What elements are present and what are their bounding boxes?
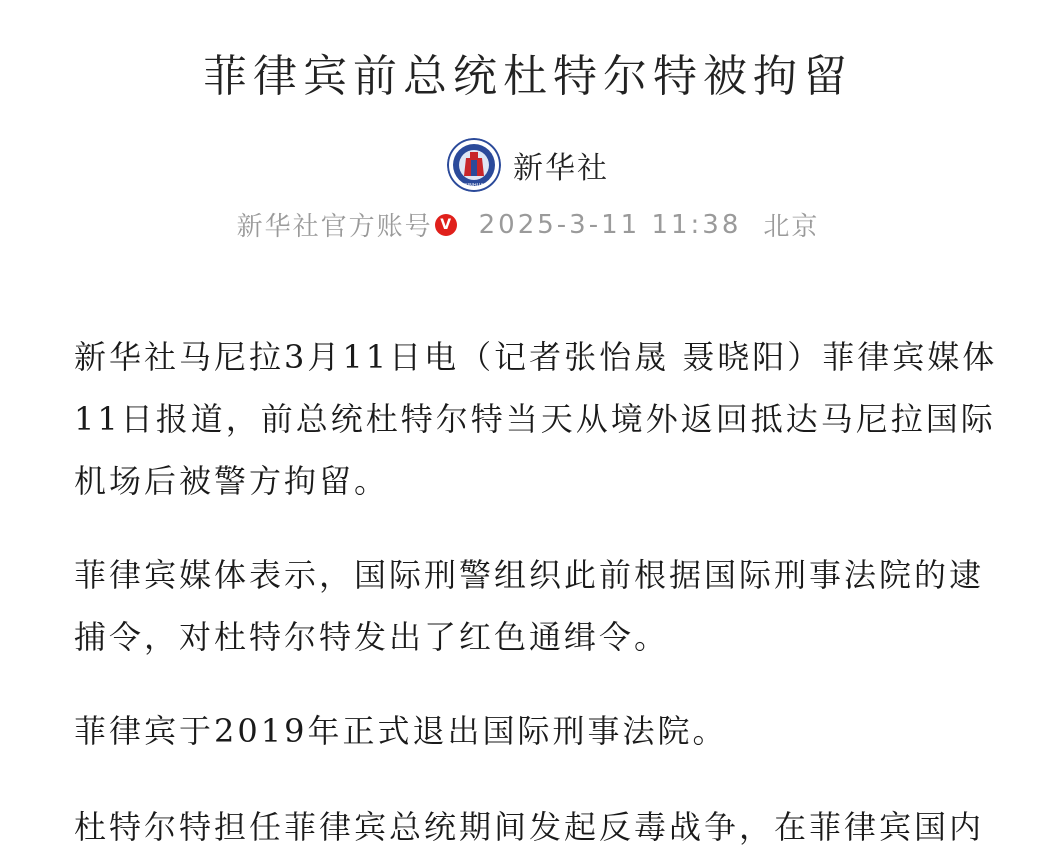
verified-badge-icon: V — [435, 214, 457, 236]
logo-text: XINHUA — [464, 183, 484, 189]
publish-location: 北京 — [763, 212, 820, 242]
publish-time: 2025-3-11 11:38 — [478, 209, 742, 240]
paragraph-2: 菲律宾媒体表示，国际刑警组织此前根据国际刑事法院的逮捕令，对杜特尔特发出了红色通缉令。 — [74, 556, 985, 656]
article-title: 菲律宾前总统杜特尔特被拘留 — [203, 51, 853, 103]
article-meta — [0, 206, 1056, 243]
paragraph-4: 杜特尔特担任菲律宾总统期间发起反毒战争，在菲律宾国内 — [74, 808, 985, 846]
account-label: 新华社官方账号 — [236, 212, 433, 242]
paragraph-1: 新华社马尼拉3月11日电（记者张怡晟 聂晓阳）菲律宾媒体11日报道，前总统杜特尔特当天从境外返回抵达马尼拉国际机场后被警方拘留。 — [74, 338, 998, 500]
paragraph-3: 菲律宾于2019年正式退出国际刑事法院。 — [74, 712, 728, 750]
author-row[interactable] — [0, 138, 1056, 192]
author-name[interactable]: 新华社 — [513, 151, 609, 186]
xinhua-logo-icon — [447, 138, 501, 192]
